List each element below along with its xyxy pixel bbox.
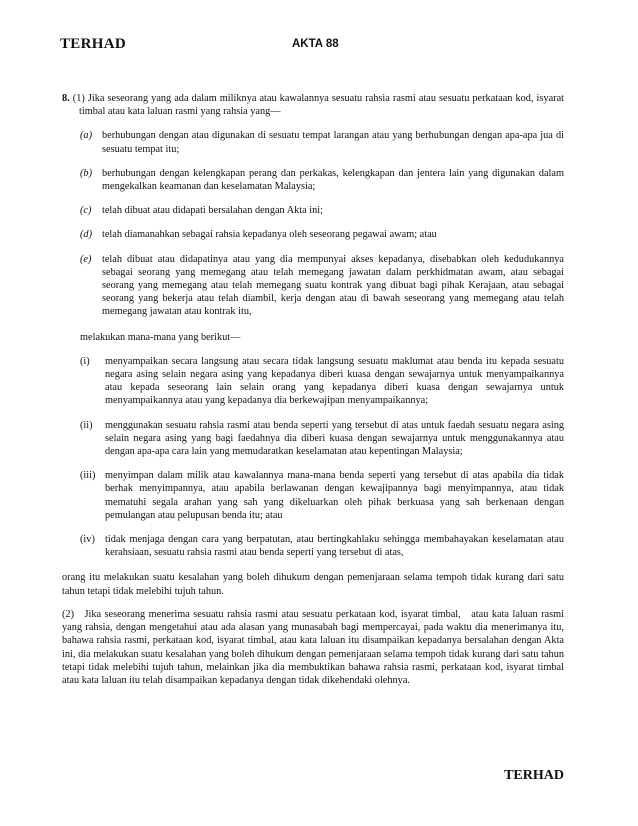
item-label: (a) xyxy=(80,130,93,142)
item-label: (e) xyxy=(80,253,92,265)
item-text: menyampaikan secara langsung atau secara tidak langsung sesuatu maklumat atau benda itu kepada sesuatu negara asing selain negara asing yang kepadanya diberi kuasa dengan sewajarnya untuk menyampaikannya atau kepada seseorang lain selain orang yang kepadanya diberi kuasa dengan sewajarnya untuk menyampaikannya atau yang kepadanya dia berkewajipan menyampaikannya; xyxy=(105,355,564,407)
item-label: (d) xyxy=(80,229,93,241)
header-classification: TERHAD xyxy=(60,36,126,52)
list-item xyxy=(80,355,564,408)
list-item xyxy=(80,419,564,459)
acts-list xyxy=(80,355,564,560)
item-label: (iv) xyxy=(80,534,95,546)
subsection-number: (1) xyxy=(72,93,85,104)
item-label: (iii) xyxy=(80,470,96,482)
item-label: (b) xyxy=(80,167,93,179)
section-number: 8. xyxy=(62,93,70,104)
footer-classification: TERHAD xyxy=(504,768,564,783)
section-8-intro-text: Jika seseorang yang ada dalam miliknya atau kawalannya sesuatu rahsia rasmi atau sesuatu perkataan kod, isyarat timbal atau kata laluan rasmi yang rahsia yang— xyxy=(79,93,564,118)
item-label: (ii) xyxy=(80,419,93,431)
list-item xyxy=(80,129,564,155)
item-text: telah dibuat atau didapati bersalahan dengan Akta ini; xyxy=(102,205,324,217)
list-item xyxy=(80,533,564,559)
item-text: berhubungan dengan kelengkapan perang dan perkakas, kelengkapan dan jentera lain yang digunakan dalam mengekalkan keamanan dan keselamatan Malaysia; xyxy=(102,167,564,193)
item-label: (c) xyxy=(80,205,92,217)
section-8-intro xyxy=(62,92,564,118)
item-text: telah diamanahkan sebagai rahsia kepadanya oleh seseorang pegawai awam; atau xyxy=(102,229,437,241)
item-text: telah dibuat atau didapatinya atau yang dia mempunyai akses kepadanya, disebabkan oleh kedudukannya sebagai seorang yang memegang atau telah memegang jawatan dalam perkhidmatan awam, atau sebagai seorang yang memegang atau telah memegang suatu kontrak yang dibuat bagi pihak Kerajaan, atau sebagai seorang yang bekerja atau telah diambil, kerja dengan atau di bawah seseorang yang memegang atau telah memegang jawatan atau kontrak itu, xyxy=(102,253,564,318)
list-item xyxy=(80,253,564,319)
item-text: menyimpan dalam milik atau kawalannya mana-mana benda seperti yang tersebut di atas apabila dia tidak berhak menyimpannya, atau apabila berlawanan dengan kewajipannya bagi menyimpannya, atau tidak mematuhi segala arahan yang sah yang dikeluarkan oleh pihak berkuasa yang sah berkenaan dengan pemulangan atau pelupusan benda itu; atau xyxy=(105,470,564,521)
list-item xyxy=(80,469,564,522)
penalty-clause: orang itu melakukan suatu kesalahan yang boleh dihukum dengan pemenjaraan selama tempoh tidak kurang dari satu tahun tetapi tidak melebihi tujuh tahun. xyxy=(62,572,564,597)
subsection-2: (2) Jika seseorang menerima sesuatu rahsia rasmi atau sesuatu perkataan kod, isyarat timbal, atau kata laluan rasmi yang rahsia, dengan mengetahui atau ada alasan yang munasabah bagi mempercayai, pada waktu dia menerimanya itu, bahawa rahsia rasmi, perkataan kod, isyarat timbal, atau kata laluan itu disampaikan kepadanya bersalahan dengan Akta ini, dia melakukan suatu kesalahan yang boleh dihukum dengan pemenjaraan selama tempoh tidak kurang dari satu tahun tetapi tidak melebihi tujuh tahun, melainkan jika dia membuktikan bahawa rahsia rasmi, perkataan kod, isyarat timbal atau kata laluan itu telah disampaikan kepadanya dengan tidak dikehendaki olehnya. xyxy=(62,608,567,686)
item-text: berhubungan dengan atau digunakan di sesuatu tempat larangan atau yang berhubungan dengan apa-apa jua di sesuatu tempat itu; xyxy=(102,130,564,155)
item-text: tidak menjaga dengan cara yang berpatutan, atau bertingkahlaku sehingga membahayakan keselamatan atau kerahsiaan, sesuatu rahsia rasmi atau benda seperti yang tersebut di atas, xyxy=(105,534,564,559)
acts-intro: melakukan mana-mana yang berikut— xyxy=(80,331,241,343)
list-item xyxy=(80,167,564,193)
list-item xyxy=(80,228,564,241)
header-act-title: AKTA 88 xyxy=(292,38,339,50)
item-label: (i) xyxy=(80,355,90,367)
document-body xyxy=(62,92,567,687)
list-item xyxy=(80,204,564,217)
item-text: menggunakan sesuatu rahsia rasmi atau benda seperti yang tersebut di atas untuk faedah sesuatu negara asing selain negara asing yang bagi faedahnya dia diberi kuasa dengan sewajarnya untuk menggunakannya atau dengan apa-apa cara lain yang memudaratkan keselamatan atau kepentingan Malaysia; xyxy=(105,419,564,458)
condition-list xyxy=(80,129,564,318)
